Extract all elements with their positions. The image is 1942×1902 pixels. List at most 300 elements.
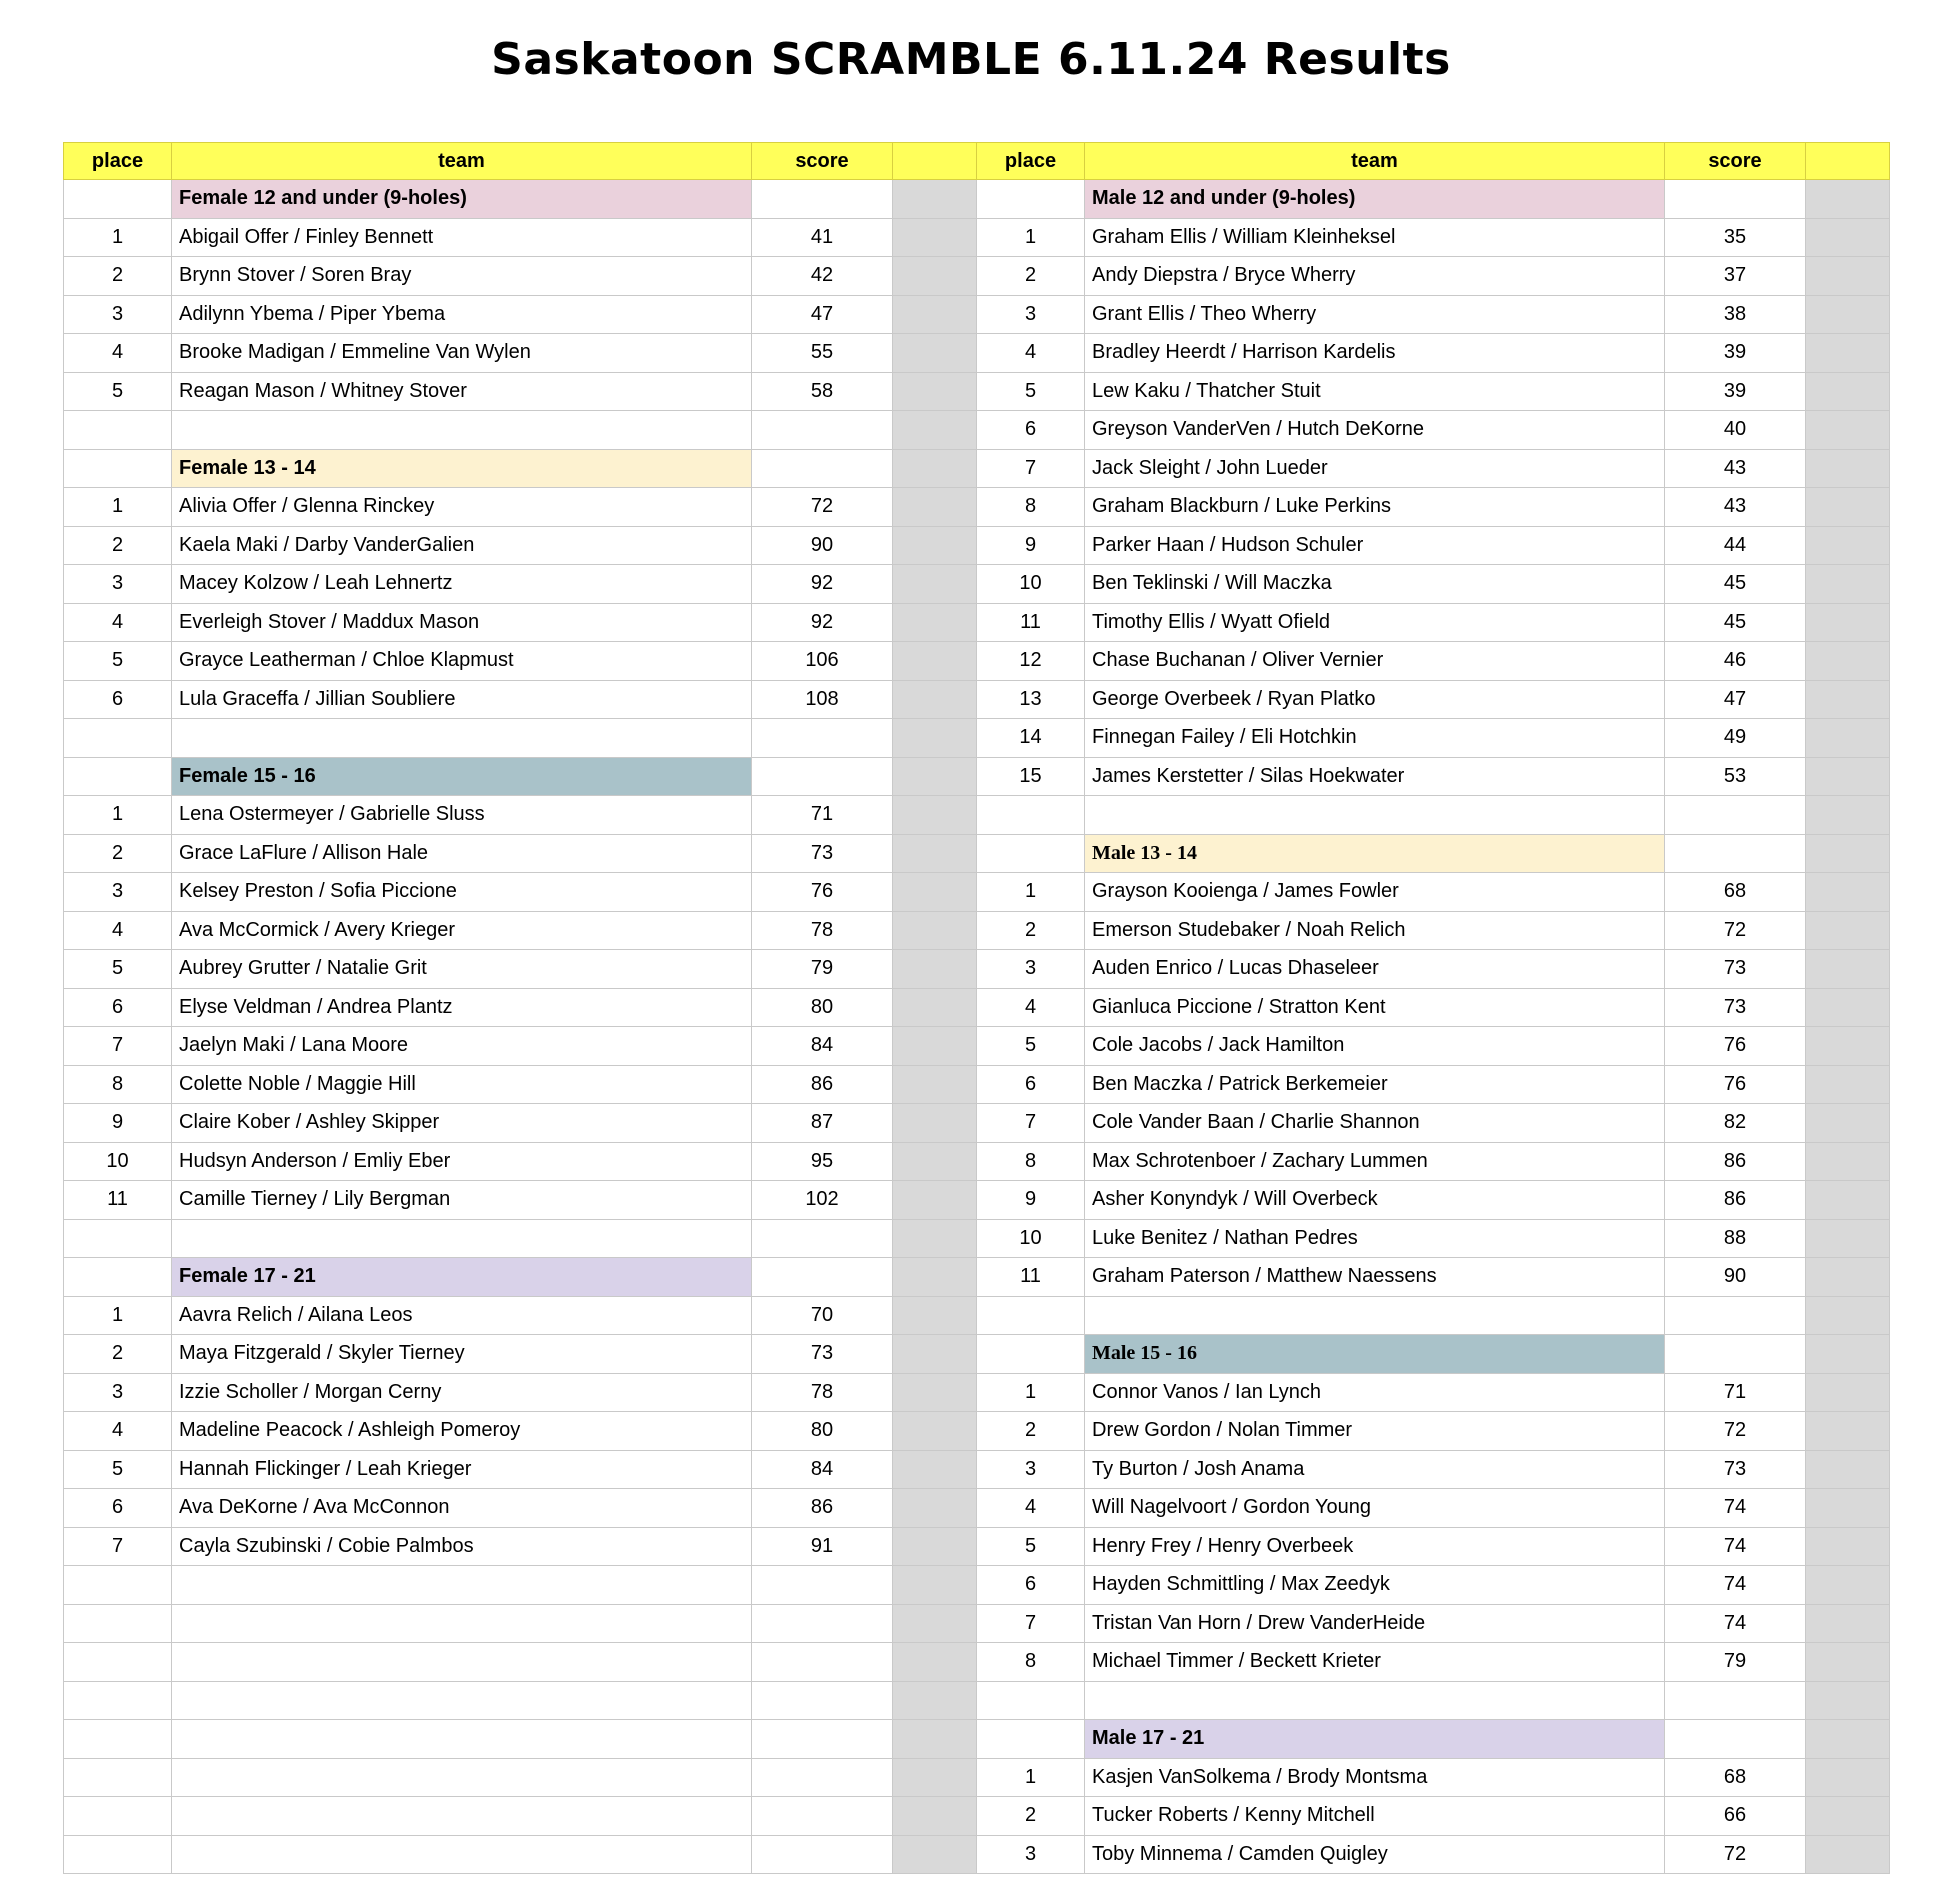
- place-cell: 4: [64, 911, 172, 950]
- result-row: [64, 1450, 977, 1489]
- place-cell: 3: [64, 295, 172, 334]
- team-cell: Graham Paterson / Matthew Naessens: [1085, 1258, 1665, 1297]
- score-cell: 71: [752, 796, 893, 835]
- score-cell: 47: [1665, 680, 1806, 719]
- team-cell: Hayden Schmittling / Max Zeedyk: [1085, 1566, 1665, 1605]
- team-header: team: [172, 143, 752, 180]
- result-row: [64, 295, 977, 334]
- place-cell: 11: [64, 1181, 172, 1220]
- spacer-cell: [1806, 1720, 1890, 1759]
- place-cell: 7: [64, 1027, 172, 1066]
- score-cell: 73: [1665, 988, 1806, 1027]
- female-results-table: [63, 142, 977, 1874]
- place-cell: 3: [977, 1835, 1085, 1874]
- spacer-cell: [1806, 1065, 1890, 1104]
- place-cell: 4: [977, 1489, 1085, 1528]
- score-cell: 78: [752, 911, 893, 950]
- score-cell: 90: [1665, 1258, 1806, 1297]
- spacer-cell: [1806, 257, 1890, 296]
- result-row: [64, 1104, 977, 1143]
- score-cell: [752, 1835, 893, 1874]
- category-row: [977, 1335, 1890, 1374]
- spacer-cell: [893, 834, 977, 873]
- spacer-cell: [1806, 218, 1890, 257]
- place-cell: 2: [977, 257, 1085, 296]
- team-cell: Will Nagelvoort / Gordon Young: [1085, 1489, 1665, 1528]
- spacer-cell: [1806, 1450, 1890, 1489]
- place-cell: 4: [977, 334, 1085, 373]
- result-row: [64, 642, 977, 681]
- result-row: [977, 1604, 1890, 1643]
- place-cell: 6: [977, 1065, 1085, 1104]
- spacer-cell: [893, 1720, 977, 1759]
- spacer-cell: [1806, 642, 1890, 681]
- score-cell: 46: [1665, 642, 1806, 681]
- team-cell: Kaela Maki / Darby VanderGalien: [172, 526, 752, 565]
- score-cell: 86: [752, 1489, 893, 1528]
- team-cell: Adilynn Ybema / Piper Ybema: [172, 295, 752, 334]
- score-cell: 86: [752, 1065, 893, 1104]
- score-cell: 80: [752, 1412, 893, 1451]
- result-row: [977, 488, 1890, 527]
- spacer-cell: [893, 372, 977, 411]
- score-cell: 37: [1665, 257, 1806, 296]
- spacer-cell: [1806, 834, 1890, 873]
- team-cell: [172, 1219, 752, 1258]
- spacer-cell: [893, 719, 977, 758]
- spacer-cell: [893, 526, 977, 565]
- blank-row: [64, 1720, 977, 1759]
- score-cell: [1665, 1681, 1806, 1720]
- score-cell: 76: [1665, 1065, 1806, 1104]
- place-cell: [64, 1797, 172, 1836]
- spacer-cell: [893, 1296, 977, 1335]
- team-cell: Graham Blackburn / Luke Perkins: [1085, 488, 1665, 527]
- team-cell: Auden Enrico / Lucas Dhaseleer: [1085, 950, 1665, 989]
- team-cell: [172, 411, 752, 450]
- spacer-cell: [1806, 1604, 1890, 1643]
- team-cell: Ty Burton / Josh Anama: [1085, 1450, 1665, 1489]
- place-cell: 1: [977, 218, 1085, 257]
- category-row: [64, 449, 977, 488]
- result-row: [64, 526, 977, 565]
- place-cell: 6: [977, 411, 1085, 450]
- result-row: [977, 911, 1890, 950]
- place-cell: 6: [977, 1566, 1085, 1605]
- spacer-cell: [893, 565, 977, 604]
- spacer-cell: [893, 1373, 977, 1412]
- result-row: [64, 1142, 977, 1181]
- place-cell: 15: [977, 757, 1085, 796]
- result-row: [977, 1527, 1890, 1566]
- score-cell: 73: [1665, 1450, 1806, 1489]
- place-cell: [64, 1566, 172, 1605]
- result-row: [64, 911, 977, 950]
- blank-row: [64, 1219, 977, 1258]
- place-cell: [64, 1604, 172, 1643]
- team-cell: Abigail Offer / Finley Bennett: [172, 218, 752, 257]
- team-cell: Hudsyn Anderson / Emliy Eber: [172, 1142, 752, 1181]
- place-cell: [64, 757, 172, 796]
- place-header: place: [977, 143, 1085, 180]
- result-row: [977, 1797, 1890, 1836]
- score-cell: 74: [1665, 1566, 1806, 1605]
- place-cell: 3: [977, 1450, 1085, 1489]
- place-cell: 10: [64, 1142, 172, 1181]
- spacer-cell: [893, 873, 977, 912]
- result-row: [977, 565, 1890, 604]
- score-cell: 86: [1665, 1181, 1806, 1220]
- place-cell: 5: [64, 642, 172, 681]
- place-cell: 9: [977, 526, 1085, 565]
- spacer-cell: [1806, 1527, 1890, 1566]
- score-cell: 40: [1665, 411, 1806, 450]
- spacer-cell: [893, 180, 977, 219]
- score-cell: [752, 1643, 893, 1682]
- spacer-cell: [893, 1566, 977, 1605]
- header-row: [977, 143, 1890, 180]
- team-cell: Alivia Offer / Glenna Rinckey: [172, 488, 752, 527]
- result-row: [977, 295, 1890, 334]
- score-cell: 43: [1665, 488, 1806, 527]
- male-results-table: [976, 142, 1890, 1874]
- spacer-cell: [893, 1181, 977, 1220]
- spacer-cell: [893, 1142, 977, 1181]
- place-cell: [977, 1335, 1085, 1374]
- result-row: [64, 1027, 977, 1066]
- blank-row: [64, 1681, 977, 1720]
- result-row: [977, 1065, 1890, 1104]
- place-cell: 2: [64, 526, 172, 565]
- score-cell: [752, 1681, 893, 1720]
- team-cell: [1085, 1681, 1665, 1720]
- score-cell: 84: [752, 1450, 893, 1489]
- place-cell: 5: [64, 372, 172, 411]
- result-row: [977, 372, 1890, 411]
- place-cell: 9: [64, 1104, 172, 1143]
- spacer-cell: [1806, 1296, 1890, 1335]
- place-cell: 4: [64, 1412, 172, 1451]
- score-cell: 45: [1665, 565, 1806, 604]
- team-cell: Grayce Leatherman / Chloe Klapmust: [172, 642, 752, 681]
- blank-row: [64, 1758, 977, 1797]
- team-cell: Cayla Szubinski / Cobie Palmbos: [172, 1527, 752, 1566]
- spacer-cell: [1806, 950, 1890, 989]
- score-cell: [752, 719, 893, 758]
- place-cell: 2: [64, 257, 172, 296]
- place-cell: 3: [64, 565, 172, 604]
- result-row: [64, 565, 977, 604]
- team-cell: Henry Frey / Henry Overbeek: [1085, 1527, 1665, 1566]
- result-row: [977, 950, 1890, 989]
- team-cell: Ava DeKorne / Ava McConnon: [172, 1489, 752, 1528]
- team-cell: Elyse Veldman / Andrea Plantz: [172, 988, 752, 1027]
- spacer-cell: [1806, 372, 1890, 411]
- place-cell: [977, 1720, 1085, 1759]
- score-cell: [752, 449, 893, 488]
- category-label: Female 12 and under (9-holes): [172, 180, 752, 219]
- spacer-cell: [1806, 1181, 1890, 1220]
- blank-row: [64, 1835, 977, 1874]
- team-cell: Lena Ostermeyer / Gabrielle Sluss: [172, 796, 752, 835]
- spacer-header: [1806, 143, 1890, 180]
- place-cell: [64, 719, 172, 758]
- team-cell: Gianluca Piccione / Stratton Kent: [1085, 988, 1665, 1027]
- score-cell: 55: [752, 334, 893, 373]
- team-cell: Madeline Peacock / Ashleigh Pomeroy: [172, 1412, 752, 1451]
- team-cell: Reagan Mason / Whitney Stover: [172, 372, 752, 411]
- team-cell: [172, 1681, 752, 1720]
- score-cell: 90: [752, 526, 893, 565]
- team-cell: Bradley Heerdt / Harrison Kardelis: [1085, 334, 1665, 373]
- spacer-cell: [893, 1104, 977, 1143]
- score-cell: 70: [752, 1296, 893, 1335]
- score-cell: 95: [752, 1142, 893, 1181]
- team-cell: Tristan Van Horn / Drew VanderHeide: [1085, 1604, 1665, 1643]
- spacer-cell: [1806, 1797, 1890, 1836]
- team-cell: Max Schrotenboer / Zachary Lummen: [1085, 1142, 1665, 1181]
- category-label: Male 17 - 21: [1085, 1720, 1665, 1759]
- place-header: place: [64, 143, 172, 180]
- place-cell: [64, 1758, 172, 1797]
- result-row: [977, 680, 1890, 719]
- spacer-cell: [1806, 603, 1890, 642]
- place-cell: 8: [977, 1142, 1085, 1181]
- score-cell: 102: [752, 1181, 893, 1220]
- spacer-cell: [1806, 1142, 1890, 1181]
- place-cell: [64, 1720, 172, 1759]
- score-cell: 42: [752, 257, 893, 296]
- result-row: [977, 1027, 1890, 1066]
- place-cell: 4: [977, 988, 1085, 1027]
- score-cell: 39: [1665, 372, 1806, 411]
- result-row: [64, 218, 977, 257]
- score-cell: [752, 1566, 893, 1605]
- spacer-cell: [893, 1219, 977, 1258]
- category-row: [64, 757, 977, 796]
- category-row: [64, 180, 977, 219]
- place-cell: 2: [977, 1797, 1085, 1836]
- score-cell: [1665, 180, 1806, 219]
- score-cell: [1665, 1720, 1806, 1759]
- spacer-cell: [1806, 526, 1890, 565]
- team-cell: Cole Vander Baan / Charlie Shannon: [1085, 1104, 1665, 1143]
- spacer-cell: [893, 1258, 977, 1297]
- score-header: score: [752, 143, 893, 180]
- score-header: score: [1665, 143, 1806, 180]
- spacer-cell: [1806, 1681, 1890, 1720]
- score-cell: 44: [1665, 526, 1806, 565]
- place-cell: 5: [977, 372, 1085, 411]
- score-cell: 45: [1665, 603, 1806, 642]
- result-row: [64, 372, 977, 411]
- spacer-cell: [1806, 411, 1890, 450]
- place-cell: [977, 1296, 1085, 1335]
- spacer-cell: [893, 411, 977, 450]
- result-row: [64, 988, 977, 1027]
- blank-row: [977, 796, 1890, 835]
- place-cell: [64, 1219, 172, 1258]
- place-cell: 8: [977, 1643, 1085, 1682]
- place-cell: 10: [977, 1219, 1085, 1258]
- spacer-cell: [893, 603, 977, 642]
- score-cell: 74: [1665, 1604, 1806, 1643]
- score-cell: 39: [1665, 334, 1806, 373]
- result-row: [977, 642, 1890, 681]
- spacer-cell: [1806, 1643, 1890, 1682]
- result-row: [64, 680, 977, 719]
- score-cell: [752, 1604, 893, 1643]
- spacer-cell: [1806, 1373, 1890, 1412]
- team-cell: Tucker Roberts / Kenny Mitchell: [1085, 1797, 1665, 1836]
- category-label: Male 15 - 16: [1085, 1335, 1665, 1374]
- team-cell: Brooke Madigan / Emmeline Van Wylen: [172, 334, 752, 373]
- team-cell: [172, 1758, 752, 1797]
- spacer-cell: [1806, 1027, 1890, 1066]
- spacer-cell: [893, 1065, 977, 1104]
- place-cell: 8: [64, 1065, 172, 1104]
- team-cell: [172, 1604, 752, 1643]
- team-cell: Claire Kober / Ashley Skipper: [172, 1104, 752, 1143]
- score-cell: 73: [752, 1335, 893, 1374]
- score-cell: 53: [1665, 757, 1806, 796]
- spacer-cell: [1806, 873, 1890, 912]
- spacer-cell: [893, 642, 977, 681]
- place-cell: [64, 1643, 172, 1682]
- team-cell: Timothy Ellis / Wyatt Ofield: [1085, 603, 1665, 642]
- blank-row: [977, 1296, 1890, 1335]
- spacer-cell: [893, 680, 977, 719]
- score-cell: 58: [752, 372, 893, 411]
- result-row: [977, 1450, 1890, 1489]
- team-cell: [172, 1643, 752, 1682]
- team-cell: Toby Minnema / Camden Quigley: [1085, 1835, 1665, 1874]
- place-cell: 5: [977, 1527, 1085, 1566]
- team-cell: Emerson Studebaker / Noah Relich: [1085, 911, 1665, 950]
- spacer-cell: [1806, 1412, 1890, 1451]
- team-cell: Brynn Stover / Soren Bray: [172, 257, 752, 296]
- place-cell: 5: [64, 950, 172, 989]
- team-cell: Aavra Relich / Ailana Leos: [172, 1296, 752, 1335]
- team-cell: Camille Tierney / Lily Bergman: [172, 1181, 752, 1220]
- spacer-cell: [1806, 796, 1890, 835]
- spacer-cell: [1806, 334, 1890, 373]
- spacer-cell: [893, 257, 977, 296]
- team-cell: [172, 1797, 752, 1836]
- page-title: Saskatoon SCRAMBLE 6.11.24 Results: [491, 34, 1451, 85]
- score-cell: 108: [752, 680, 893, 719]
- result-row: [977, 603, 1890, 642]
- spacer-cell: [893, 1643, 977, 1682]
- result-row: [977, 1142, 1890, 1181]
- team-cell: Maya Fitzgerald / Skyler Tierney: [172, 1335, 752, 1374]
- spacer-cell: [1806, 719, 1890, 758]
- place-cell: [64, 180, 172, 219]
- spacer-cell: [893, 1412, 977, 1451]
- place-cell: 1: [64, 796, 172, 835]
- score-cell: [1665, 1296, 1806, 1335]
- place-cell: [977, 834, 1085, 873]
- blank-row: [64, 719, 977, 758]
- spacer-cell: [893, 449, 977, 488]
- team-cell: [1085, 796, 1665, 835]
- result-row: [64, 1412, 977, 1451]
- place-cell: 1: [977, 873, 1085, 912]
- spacer-cell: [893, 1027, 977, 1066]
- category-row: [977, 180, 1890, 219]
- team-cell: Lula Graceffa / Jillian Soubliere: [172, 680, 752, 719]
- place-cell: [977, 1681, 1085, 1720]
- blank-row: [64, 1797, 977, 1836]
- spacer-cell: [1806, 1104, 1890, 1143]
- result-row: [64, 1335, 977, 1374]
- team-cell: Lew Kaku / Thatcher Stuit: [1085, 372, 1665, 411]
- result-row: [64, 488, 977, 527]
- place-cell: 7: [977, 449, 1085, 488]
- spacer-cell: [893, 1681, 977, 1720]
- spacer-cell: [1806, 911, 1890, 950]
- result-row: [977, 1643, 1890, 1682]
- spacer-cell: [893, 218, 977, 257]
- score-cell: 73: [752, 834, 893, 873]
- result-row: [64, 1296, 977, 1335]
- result-row: [977, 873, 1890, 912]
- result-row: [977, 1373, 1890, 1412]
- result-row: [977, 1181, 1890, 1220]
- place-cell: 4: [64, 603, 172, 642]
- place-cell: [64, 1681, 172, 1720]
- score-cell: 92: [752, 565, 893, 604]
- blank-row: [64, 411, 977, 450]
- spacer-cell: [893, 757, 977, 796]
- score-cell: 88: [1665, 1219, 1806, 1258]
- place-cell: [977, 796, 1085, 835]
- place-cell: 3: [64, 1373, 172, 1412]
- score-cell: [752, 1258, 893, 1297]
- result-row: [64, 950, 977, 989]
- spacer-cell: [893, 488, 977, 527]
- category-label: Male 13 - 14: [1085, 834, 1665, 873]
- place-cell: 7: [64, 1527, 172, 1566]
- team-cell: Grace LaFlure / Allison Hale: [172, 834, 752, 873]
- spacer-cell: [893, 796, 977, 835]
- result-row: [977, 719, 1890, 758]
- place-cell: 14: [977, 719, 1085, 758]
- place-cell: 7: [977, 1104, 1085, 1143]
- team-cell: Ben Teklinski / Will Maczka: [1085, 565, 1665, 604]
- result-row: [64, 257, 977, 296]
- result-row: [977, 334, 1890, 373]
- score-cell: 41: [752, 218, 893, 257]
- place-cell: 4: [64, 334, 172, 373]
- team-cell: [172, 1566, 752, 1605]
- result-row: [977, 449, 1890, 488]
- team-cell: Andy Diepstra / Bryce Wherry: [1085, 257, 1665, 296]
- blank-row: [64, 1604, 977, 1643]
- team-cell: Izzie Scholler / Morgan Cerny: [172, 1373, 752, 1412]
- spacer-cell: [1806, 488, 1890, 527]
- score-cell: 79: [1665, 1643, 1806, 1682]
- place-cell: 1: [64, 488, 172, 527]
- team-cell: Finnegan Failey / Eli Hotchkin: [1085, 719, 1665, 758]
- spacer-cell: [893, 1527, 977, 1566]
- result-row: [64, 603, 977, 642]
- score-cell: [752, 757, 893, 796]
- score-cell: 84: [752, 1027, 893, 1066]
- score-cell: 68: [1665, 1758, 1806, 1797]
- place-cell: 12: [977, 642, 1085, 681]
- place-cell: 2: [64, 1335, 172, 1374]
